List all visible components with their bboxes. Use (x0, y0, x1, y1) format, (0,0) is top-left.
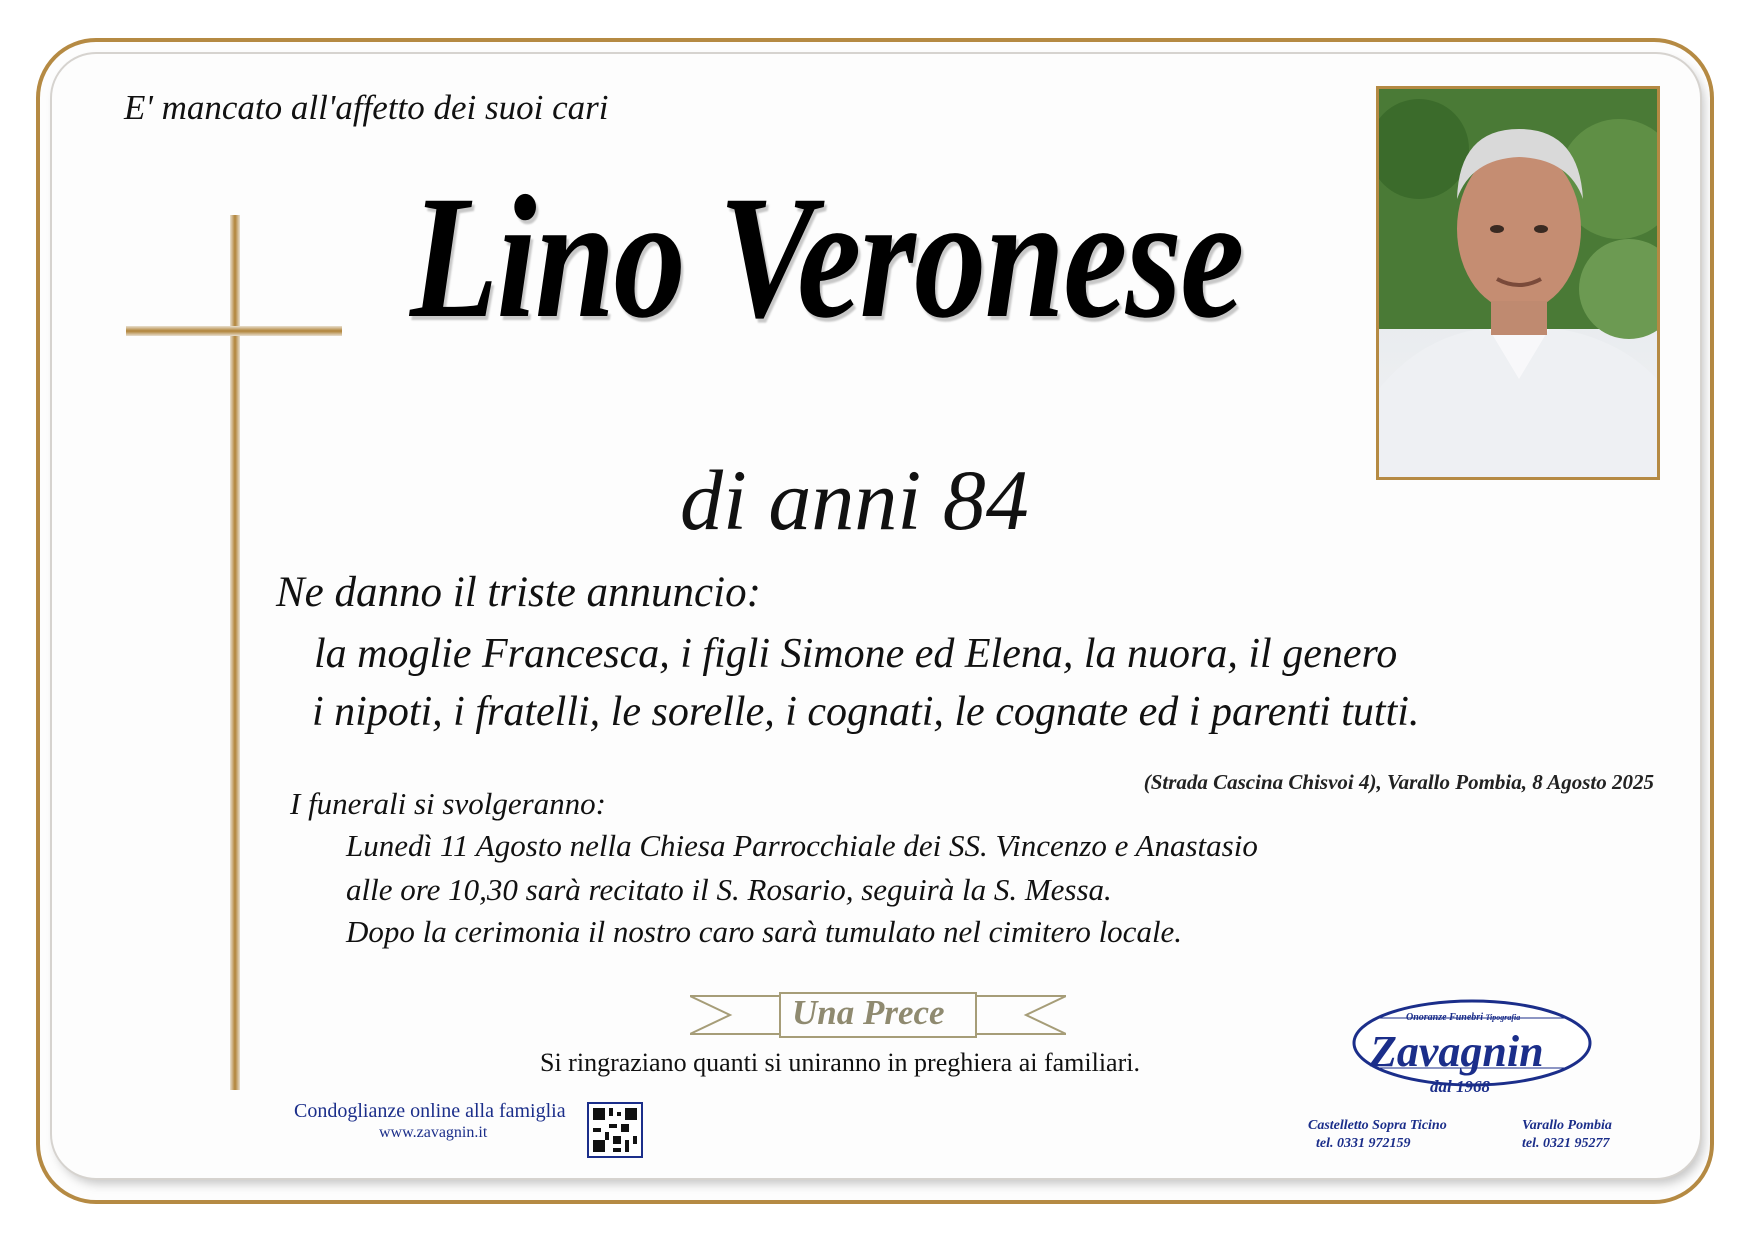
funeral-home-since: dal 1968 (1430, 1077, 1490, 1096)
announcement-line: i nipoti, i fratelli, le sorelle, i cognati, le cognate ed i parenti tutti. (312, 689, 1420, 735)
office-phone: tel. 0321 95277 (1522, 1136, 1610, 1151)
portrait-illustration (1379, 89, 1657, 477)
qr-code-icon[interactable] (587, 1102, 643, 1158)
intro-text: E' mancato all'affetto dei suoi cari (124, 88, 609, 127)
thanks-text: Si ringraziano quanti si uniranno in preghiera ai familiari. (540, 1048, 1140, 1077)
funeral-line: Lunedì 11 Agosto nella Chiesa Parrocchiale dei SS. Vincenzo e Anastasio (346, 828, 1258, 863)
cross-icon-vertical (230, 215, 240, 1090)
cross-icon-horizontal (126, 326, 342, 336)
office-phone: tel. 0331 972159 (1316, 1136, 1411, 1151)
office-city: Castelletto Sopra Ticino (1308, 1118, 1447, 1133)
website-link[interactable]: www.zavagnin.it (379, 1124, 488, 1141)
place-and-date: (Strada Cascina Chisvoi 4), Varallo Pombia, 8 Agosto 2025 (1143, 770, 1654, 794)
deceased-name: Lino Veronese (410, 160, 1243, 355)
portrait-photo (1376, 86, 1660, 480)
funeral-home-tagline: Onoranze Funebri Tipografia (1406, 1012, 1521, 1023)
announcement-line: la moglie Francesca, i figli Simone ed Elena, la nuora, il genero (314, 631, 1398, 677)
funeral-heading: I funerali si svolgeranno: (290, 786, 606, 821)
condolences-text: Condoglianze online alla famiglia (294, 1100, 566, 1122)
office-city: Varallo Pombia (1522, 1118, 1612, 1133)
qr-pattern (589, 1104, 641, 1156)
prayer-label: Una Prece (792, 993, 945, 1032)
announcement-heading: Ne danno il triste annuncio: (276, 569, 761, 616)
funeral-home-name: Zavagnin (1370, 1027, 1544, 1076)
funeral-line: alle ore 10,30 sarà recitato il S. Rosario, seguirà la S. Messa. (346, 872, 1112, 907)
age-text: di anni 84 (680, 452, 1029, 548)
funeral-line: Dopo la cerimonia il nostro caro sarà tumulato nel cimitero locale. (346, 914, 1183, 949)
